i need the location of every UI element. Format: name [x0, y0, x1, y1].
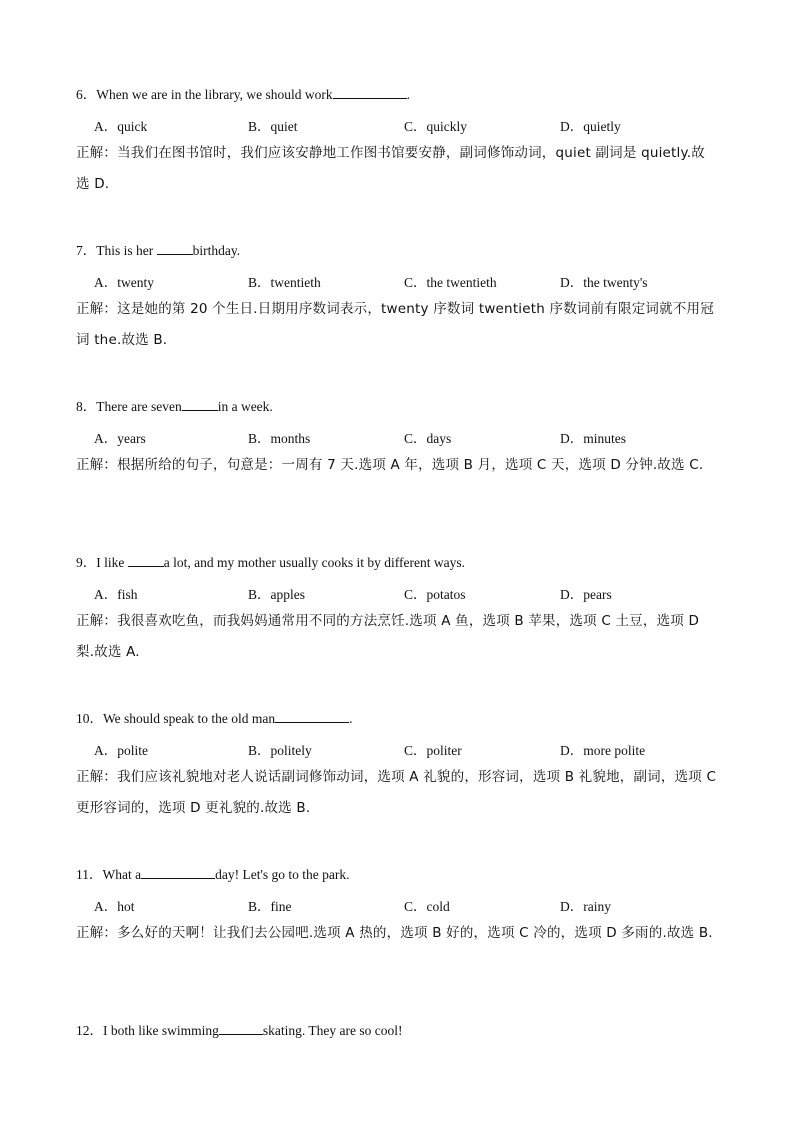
answer-explanation [76, 606, 718, 668]
question-stem [76, 551, 465, 571]
option-b: B．quiet [248, 119, 298, 134]
answer-label: 正解： [76, 613, 118, 629]
answer-explanation [76, 762, 718, 824]
option-c: C．potatos [404, 587, 466, 602]
answer-text: 我们应该礼貌地对老人说话副词修饰动词，选项 A 礼貌的，形容词，选项 B 礼貌地，副词，选项 C 更形容词的，选项 D 更礼貌的.故选 B. [76, 769, 717, 816]
answer-blank [219, 1022, 263, 1035]
answer-blank [141, 866, 215, 879]
option-b: B．apples [248, 587, 305, 602]
answer-label: 正解： [76, 457, 118, 473]
answer-text: 根据所给的句子，句意是：一周有 7 天.选项 A 年，选项 B 月，选项 C 天，选项 D 分钟.故选 C. [117, 457, 704, 473]
stem-text-before: 10．We should speak to the old man [76, 711, 276, 726]
option-b: B．twentieth [248, 275, 321, 290]
question-stem [76, 707, 353, 727]
answer-explanation [76, 294, 718, 356]
option-a: A．polite [94, 743, 148, 758]
answer-label: 正解： [76, 769, 118, 785]
question-stem [76, 395, 273, 415]
stem-text-after: . [349, 711, 353, 726]
stem-text-before: 8．There are seven [76, 399, 182, 414]
option-a: A．years [94, 431, 146, 446]
option-b: B．fine [248, 899, 292, 914]
answer-text: 当我们在图书馆时，我们应该安静地工作图书馆要安静，副词修饰动词，quiet 副词是 quietly.故选 D. [76, 145, 705, 192]
option-c: C．days [404, 431, 452, 446]
stem-text-before: 11．What a [76, 867, 142, 882]
answer-blank [182, 398, 218, 411]
option-a: A．fish [94, 587, 138, 602]
stem-text-before: 9．I like [76, 555, 128, 570]
option-d: D．the twenty's [560, 275, 648, 290]
option-a: A．hot [94, 899, 135, 914]
option-d: D．rainy [560, 899, 611, 914]
option-b: B．politely [248, 743, 312, 758]
stem-text-after: a lot, and my mother usually cooks it by different ways. [163, 555, 465, 570]
option-d: D．quietly [560, 119, 621, 134]
stem-text-before: 6．When we are in the library, we should work [76, 87, 333, 102]
option-d: D．pears [560, 587, 612, 602]
stem-text-after: . [406, 87, 411, 102]
question-stem [76, 239, 240, 259]
option-c: C．cold [404, 899, 450, 914]
stem-text-after: day! Let's go to the park. [215, 867, 350, 882]
option-d: D．more polite [560, 743, 646, 758]
answer-label: 正解： [76, 925, 118, 941]
answer-explanation [76, 450, 718, 481]
answer-explanation [76, 138, 718, 200]
option-b: B．months [248, 431, 311, 446]
question-stem [76, 83, 410, 103]
answer-blank [157, 242, 193, 255]
question-stem [76, 863, 350, 883]
option-d: D．minutes [560, 431, 626, 446]
stem-text-after: skating. They are so cool! [262, 1023, 403, 1038]
question-stem [76, 1019, 402, 1039]
answer-blank [128, 554, 164, 567]
option-a: A．twenty [94, 275, 154, 290]
answer-blank [275, 710, 349, 723]
stem-text-after: birthday. [192, 243, 241, 258]
answer-blank [333, 86, 407, 99]
option-c: C．the twentieth [404, 275, 497, 290]
answer-text: 这是她的第 20 个生日.日期用序数词表示，twenty 序数词 twentieth 序数词前有限定词就不用冠词 the.故选 B. [76, 301, 714, 348]
answer-text: 我很喜欢吃鱼，而我妈妈通常用不同的方法烹饪.选项 A 鱼，选项 B 苹果，选项 C 土豆，选项 D 梨.故选 A. [76, 613, 700, 660]
option-c: C．politer [404, 743, 462, 758]
stem-text-before: 7．This is her [76, 243, 157, 258]
option-c: C．quickly [404, 119, 467, 134]
answer-text: 多么好的天啊！让我们去公园吧.选项 A 热的，选项 B 好的，选项 C 冷的，选项 D 多雨的.故选 B. [117, 925, 713, 941]
option-a: A．quick [94, 119, 148, 134]
stem-text-before: 12．I both like swimming [76, 1023, 219, 1038]
answer-label: 正解： [76, 145, 118, 161]
answer-explanation [76, 918, 718, 949]
answer-label: 正解： [76, 301, 118, 317]
stem-text-after: in a week. [217, 399, 273, 414]
